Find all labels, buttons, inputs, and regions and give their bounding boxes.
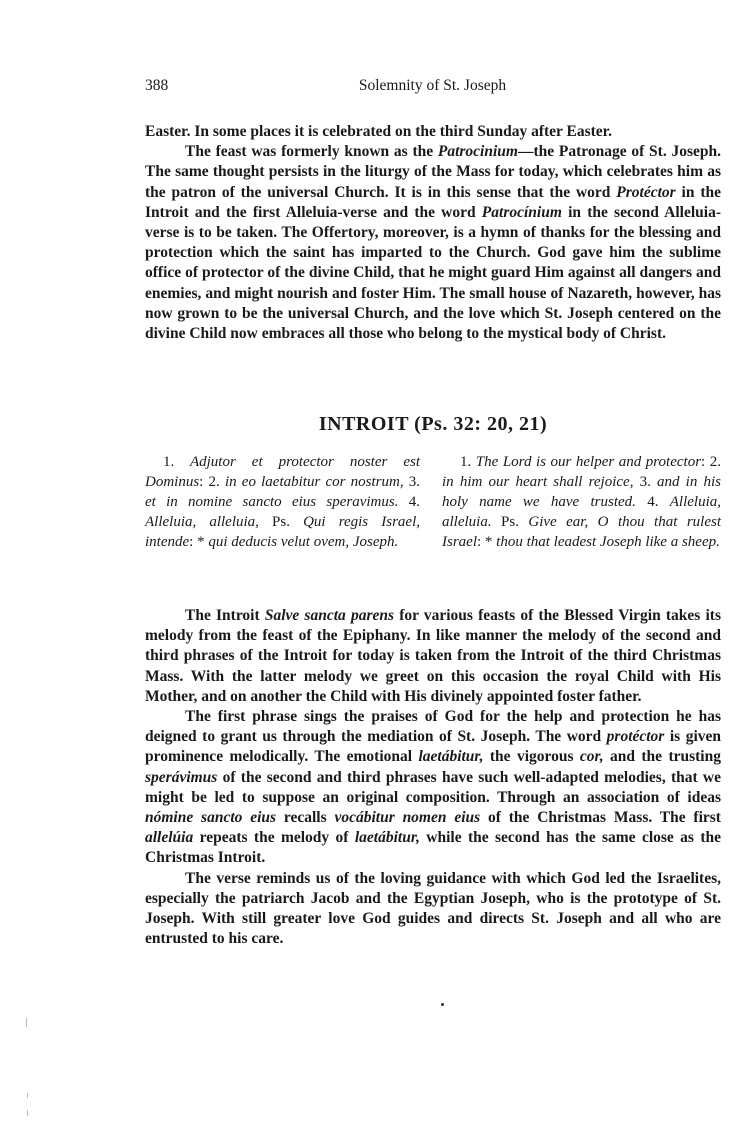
text-run: of the second and third phrases have such well-adapted melodies, that we might be led to suppose an original composition. Through an association of ideas: [145, 768, 721, 806]
text-run: The feast was formerly known as the: [185, 143, 438, 161]
text-run: and the trusting: [603, 748, 721, 766]
text-run: : *: [477, 534, 497, 550]
italic-term: Protéctor: [616, 183, 676, 201]
running-title: Solemnity of St. Joseph: [358, 77, 507, 94]
paragraph-4: [145, 707, 721, 869]
text-run: —the Patronage of St. Joseph. The same thought persists in the liturgy of the Mass for today, which celebrates him as the patron of the universal Church. It is in this sense that the word: [145, 143, 721, 201]
text-run: in the Introit and the first Alleluia-verse and the word: [145, 183, 721, 221]
text-run: Give ear, O thou that rulest Israel: [442, 514, 721, 550]
text-run: in him our heart shall rejoice,: [442, 474, 634, 490]
italic-term: cor,: [579, 748, 604, 766]
italic-term: allelúia: [145, 829, 194, 847]
scan-speck: [27, 1093, 28, 1098]
text-run: 3.: [633, 474, 658, 490]
paragraph-5: The verse reminds us of the loving guidance with which God led the Israelites, especially the patriarch Jacob and the Egyptian Joseph, who is the prototype of St. Joseph. With still greater love God guides and directs St. Joseph and all who are entrusted to his care.: [145, 869, 721, 948]
italic-term: sperávimus: [145, 768, 218, 786]
body-text-bottom: [145, 606, 721, 949]
italic-term: Patrocínium: [481, 203, 562, 221]
text-run: Alleluia, alleluia.: [442, 494, 721, 530]
paragraph-3: [145, 606, 721, 707]
italic-term: Salve sancta parens: [264, 607, 395, 624]
text-run: in the second Alleluia-verse is to be taken. The Offertory, moreover, is a hymn of thanks for the blessing and protection which the saint has imparted to the Church. God gave him the sublime office of protector of the divine Child, that he might guard Him against all dangers and enemies, and might nourish and foster Him. The small house of Nazareth, however, has now grown to be the universal Church, and the love which St. Joseph centered on the divine Child now embraces all those who belong to the mystical body of Christ.: [145, 203, 721, 343]
printer-mark: [441, 1003, 444, 1006]
italic-term: nómine sancto eius: [145, 809, 277, 827]
scan-speck: [27, 1110, 28, 1116]
text-run: : 2.: [199, 474, 225, 490]
text-run: Ps.: [258, 514, 304, 530]
paragraph-2: [145, 142, 721, 344]
text-run: thou that leadest Joseph like a sheep.: [496, 534, 720, 550]
section-heading: INTROIT (Ps. 32: 20, 21): [318, 413, 548, 435]
text-run: 4.: [398, 494, 420, 510]
text-run: in eo laetabitur cor nostrum,: [224, 474, 404, 490]
text-run: recalls: [276, 809, 335, 827]
text-run: for various feasts of the Blessed Virgin takes its melody from the feast of the Epiphany. In like manner the melody of the second and third phrases of the Introit for today is taken from the Introit of the third Christmas Mass. With the latter melody we greet on this occasion the royal Child with His Mother, and on another the Child with His divinely appointed foster father.: [145, 607, 721, 705]
text-run: Ps.: [491, 514, 529, 530]
text-run: qui deducis velut ovem, Joseph.: [208, 534, 399, 550]
text-run: : 2.: [701, 454, 721, 470]
italic-term: laetábitur,: [418, 748, 484, 766]
latin-text: [145, 452, 420, 552]
text-run: et in nomine sancto eius speravimus.: [145, 494, 399, 510]
text-run: 4.: [635, 494, 670, 510]
text-run: Qui regis Israel, intende: [145, 514, 420, 550]
body-text-top: [145, 122, 721, 344]
text-run: 3.: [403, 474, 421, 490]
text-run: Alleluia, alleluia,: [145, 514, 259, 530]
text-run: 1.: [163, 454, 175, 470]
latin-column: [145, 452, 420, 552]
text-run: The first phrase sings the praises of God for the help and protection he has deigned to grant us through the mediation of St. Joseph. The word: [145, 708, 721, 746]
page-number: 388: [145, 77, 169, 94]
text-run: 1.: [460, 454, 472, 470]
text-run: is given prominence melodically. The emotional: [145, 728, 721, 766]
text-run: and in his holy name we have trusted.: [442, 474, 721, 510]
text-run: while the second has the same close as the Christmas Introit.: [145, 829, 721, 867]
text-run: Adjutor et protector noster est Dominus: [145, 454, 420, 490]
italic-term: protéctor: [606, 728, 665, 746]
text-run: the vigorous: [483, 748, 580, 766]
italic-term: Patrocinium: [437, 143, 518, 161]
paragraph-1: Easter. In some places it is celebrated on the third Sunday after Easter.: [145, 123, 612, 140]
italic-term: vocábitur nomen eius: [334, 809, 481, 827]
italic-term: laetábitur,: [354, 829, 420, 847]
english-text: [442, 452, 721, 552]
text-run: The Introit: [185, 607, 265, 624]
text-run: of the Christmas Mass. The first: [480, 809, 721, 827]
text-run: The Lord is our helper and protector: [471, 454, 702, 470]
text-run: repeats the melody of: [193, 829, 355, 847]
scan-speck: [26, 1018, 27, 1027]
text-run: : *: [189, 534, 209, 550]
english-column: [442, 452, 721, 552]
